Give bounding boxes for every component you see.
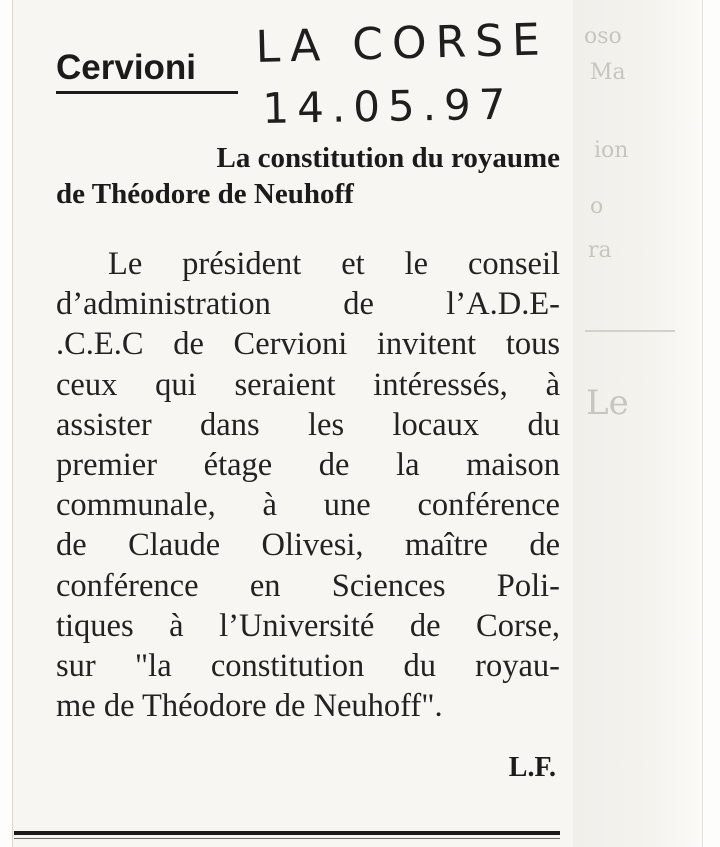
- headline-line: de Théodore de Neuhoff: [56, 178, 354, 210]
- body-line: communale, à une conférence: [56, 487, 560, 524]
- body-line: me de Théodore de Neuhoff".: [56, 688, 443, 725]
- body-line: de Claude Olivesi, maître de: [56, 527, 560, 564]
- bleed-text: ion: [594, 138, 629, 163]
- section-title: Cervioni: [56, 48, 197, 87]
- bleed-text: o: [590, 194, 604, 219]
- bleed-text: Ma: [590, 60, 626, 85]
- body-line: premier étage de la maison: [56, 446, 560, 483]
- body-line: sur "la constitution du royau-: [56, 647, 560, 684]
- body-line: ceux qui seraient intéressés, à: [56, 366, 560, 403]
- headline-line: La constitution du royaume: [216, 142, 560, 174]
- body-line: d’administration de l’A.D.E-: [56, 286, 560, 323]
- body-line: conférence en Sciences Poli-: [56, 567, 560, 604]
- bottom-rule-thin: [14, 838, 560, 839]
- author-signature: L.F.: [508, 752, 556, 783]
- body-line: .C.E.C de Cervioni invitent tous: [56, 326, 560, 363]
- adjacent-column-bleed: [572, 0, 703, 847]
- section-underline: [56, 91, 238, 94]
- bleed-text: ra: [588, 238, 612, 263]
- bleed-rule: [585, 330, 675, 332]
- body-line: tiques à l’Université de Corse,: [56, 607, 560, 644]
- bottom-rule: [14, 831, 560, 835]
- bleed-text: oso: [584, 24, 622, 49]
- article-headline: [56, 140, 560, 212]
- body-line: assister dans les locaux du: [56, 406, 560, 443]
- bleed-text: Le: [586, 383, 629, 423]
- article-body: [56, 244, 560, 726]
- handwritten-date: 14.05.97: [262, 79, 514, 133]
- body-line: Le président et le conseil: [108, 246, 560, 282]
- handwritten-source: LA CORSE: [255, 14, 550, 73]
